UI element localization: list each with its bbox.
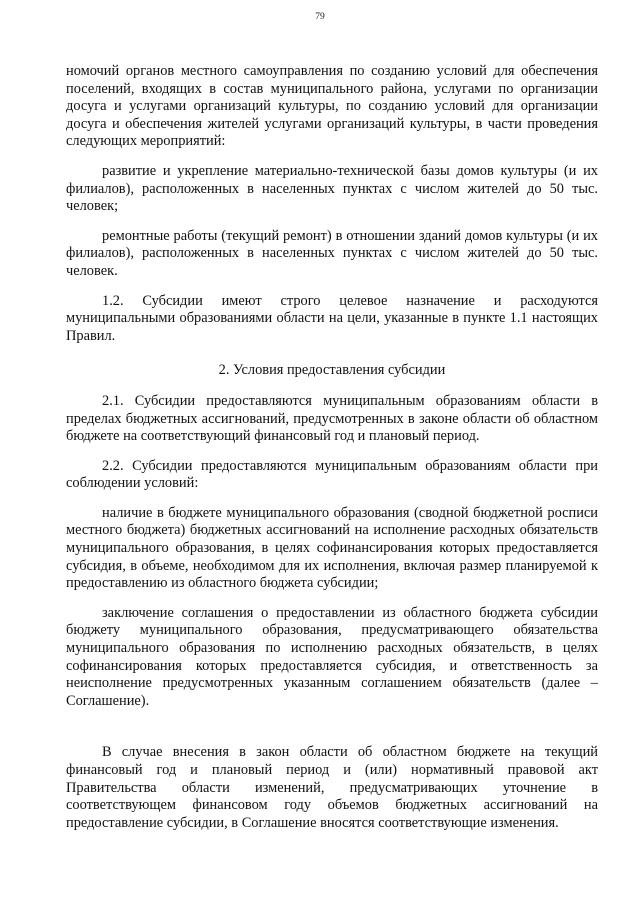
list-item-repair: ремонтные работы (текущий ремонт) в отношении зданий домов культуры (и их филиалов), расположенных в населенных пунктах с числом жителей до 50 тыс. человек. [66, 227, 598, 279]
list-item-development: развитие и укрепление материально-технической базы домов культуры (и их филиалов), расположенных в населенных пунктах с числом жителей до 50 тыс. человек; [66, 162, 598, 215]
condition-budget: наличие в бюджете муниципального образования (сводной бюджетной росписи местного бюджета) бюджетных ассигнований на исполнение расходных обязательств муниципального образования, в целях софинансирования которых предоставляется субсидия, в объеме, необходимом для их исполнения, включая размер планируемой к предоставлению из областного бюджета субсидии; [66, 504, 598, 592]
document-body [66, 63, 598, 832]
paragraph-1-2: 1.2. Субсидии имеют строго целевое назначение и расходуются муниципальными образованиями области на цели, указанные в пункте 1.1 настоящих Правил. [66, 292, 598, 344]
condition-agreement: заключение соглашения о предоставлении из областного бюджета субсидии бюджету муниципального образования, предусматривающего обязательства муниципального образования по исполнению расходных обязательств, в целях софинансирования которых предоставляется субсидия, и ответственность за неисполнение предусмотренных указанным соглашением обязательств (далее – Соглашение). [66, 604, 598, 709]
paragraph-intro-continuation: номочий органов местного самоуправления по созданию условий для обеспечения поселений, входящих в состав муниципального района, услугами по организации досуга и услугами организаций культуры, по созданию условий для организации досуга и обеспечения жителей услугами организаций культуры, в части проведения следующих мероприятий: [66, 63, 598, 150]
page-number: 79 [315, 12, 325, 22]
section-heading: 2. Условия предоставления субсидии [218, 362, 446, 379]
paragraph-2-2: 2.2. Субсидии предоставляются муниципальным образованиям области при соблюдении условий: [66, 457, 598, 492]
paragraph-amendments: В случае внесения в закон области об областном бюджете на текущий финансовый год и плановый период и (или) нормативный правовой акт Правительства области изменений, предусматривающих уточнение в соответствующем финансовом году объемов бюджетных ассигнований на предоставление субсидии, в Соглашение вносятся соответствующие изменения. [66, 744, 598, 831]
paragraph-2-1: 2.1. Субсидии предоставляются муниципальным образованиям области в пределах бюджетных ассигнований, предусмотренных в законе области об областном бюджете на соответствующий финансовый год и плановый период. [66, 392, 598, 445]
